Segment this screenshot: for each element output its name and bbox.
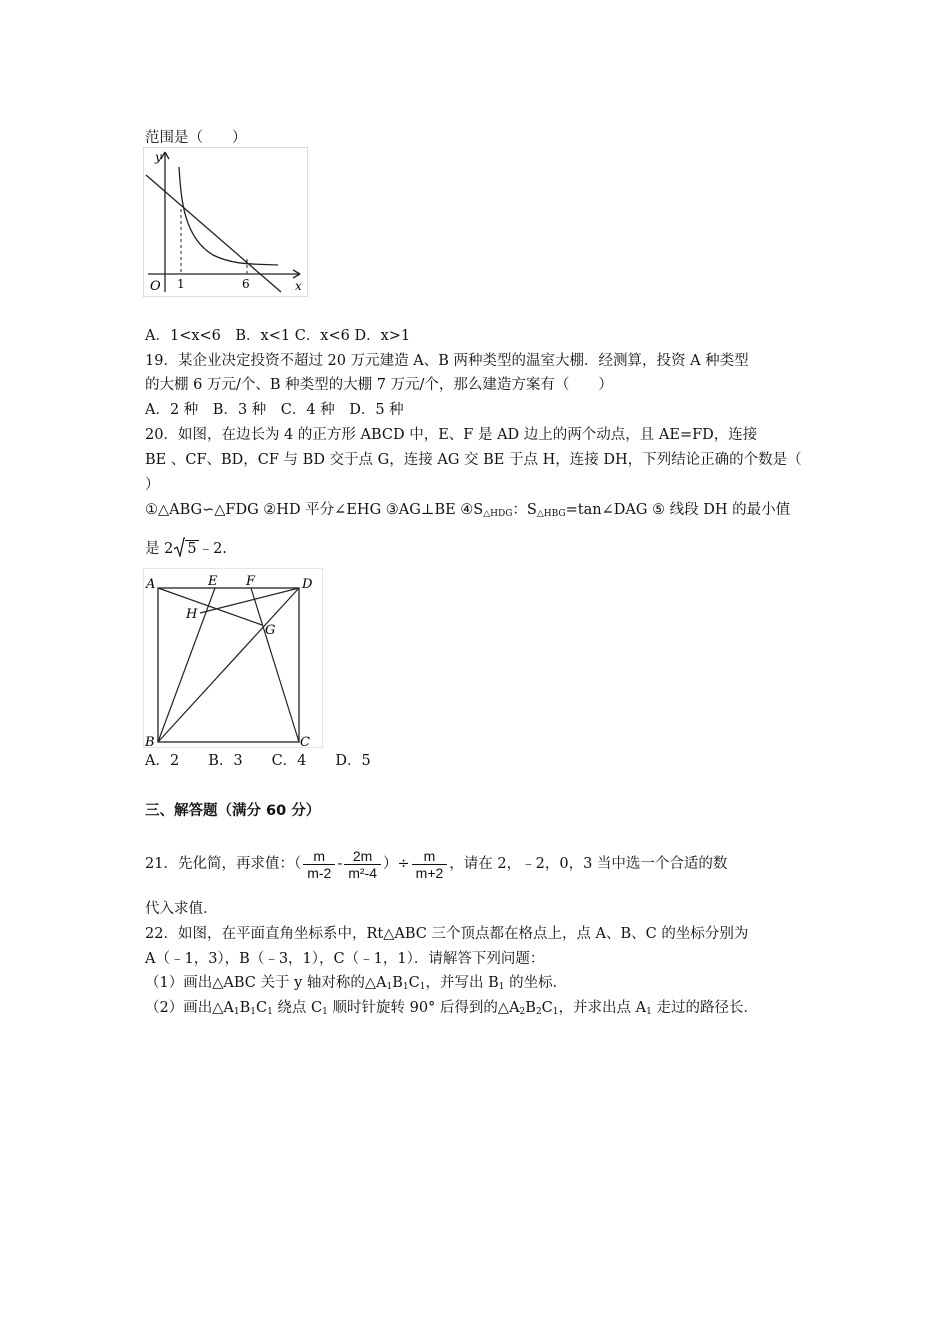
graph-y-label: y	[155, 150, 162, 164]
q22-part2: （2）画出$\triangle A_1B_1C_1$ 绕点 $C_1$ 顺时针旋转 90° 后得到的$\triangle A_2B_2C_1$，并求出点 $A_1$ 走过的路径长．	[145, 1000, 758, 1017]
label-c: C	[300, 735, 310, 748]
q20-options: A．2 B．3 C．4 D．5	[145, 753, 371, 769]
graph-tick-1: 1	[177, 277, 185, 291]
q20-line3: ）	[145, 477, 160, 493]
q18-options: A．1<x<6 B．x<1 C．x<6 D．x>1	[145, 328, 411, 344]
q22-line2: A（﹣1，3），B（﹣3，1），C（﹣1，1）．请解答下列问题：	[145, 951, 545, 967]
graph-x-label: x	[295, 279, 302, 293]
radical-icon	[173, 537, 185, 557]
label-a: A	[146, 577, 156, 592]
fraction-3: $\frac{m}{m+2}$	[412, 848, 448, 881]
q22-line1: 22．如图，在平面直角坐标系中，Rt△ABC 三个顶点都在格点上，点 A、B、C 的坐标分别为	[145, 926, 749, 942]
fraction-1: $\frac{m}{m-2}$	[303, 848, 335, 881]
q20-line2: BE 、CF、BD，CF 与 BD 交于点 G，连接 AG 交 BE 于点 H，连接 DH，下列结论正确的个数是（	[145, 452, 802, 468]
graph-tick-6: 6	[242, 277, 250, 291]
q22-part1: （1）画出△ABC 关于 y 轴对称的$\triangle A_1B_1C_1$，并写出 $B_1$ 的坐标．	[145, 975, 568, 992]
label-g: G	[265, 623, 276, 638]
q19-line2: 的大棚 6 万元/个、B 种类型的大棚 7 万元/个，那么建造方案有（ ）	[145, 377, 613, 393]
label-e: E	[208, 574, 218, 589]
q20-line1: 20．如图，在边长为 4 的正方形 ABCD 中，E、F 是 AD 边上的两个动点，且 AE=FD，连接	[145, 427, 758, 443]
label-b: B	[145, 735, 155, 748]
fraction-2: $\frac{2m}{\text{m²-4}}$	[344, 848, 381, 881]
q19-line1: 19．某企业决定投资不超过 20 万元建造 A、B 两种类型的温室大棚．经测算，投资 A 种类型	[145, 353, 749, 369]
q18-stem-tail: 范围是（ ）	[145, 130, 247, 146]
graph-origin-label: O	[150, 279, 161, 294]
q18-graph	[143, 147, 308, 297]
section3-title: 三、解答题（满分 60 分）	[145, 803, 321, 819]
label-h: H	[186, 607, 198, 622]
q20-min-value: 是 2 5 ﹣2.	[145, 537, 227, 559]
q21-line2: 代入求值．	[145, 901, 218, 917]
q20-conclusions: ①△ABG∽△FDG ②HD 平分∠EHG ③AG⊥BE $④S_{\triangle HDG}$：$S_{\triangle HBG}=\tan\angle DAG$ ⑤ 线段 DH 的最小值	[145, 502, 791, 519]
q19-options: A．2 种 B．3 种 C．4 种 D．5 种	[145, 402, 404, 418]
q20-square-figure	[143, 568, 323, 748]
q21-line1: 21．先化简，再求值：（ $\frac{m}{m-2}$ - $\frac{2m}{\text{m²-4}}$ ）÷ $\frac{m}{m+2}$ ，请在 2，﹣2，0，3 当中选一个合适的数	[145, 847, 728, 881]
label-f: F	[246, 574, 256, 589]
label-d: D	[302, 577, 313, 592]
